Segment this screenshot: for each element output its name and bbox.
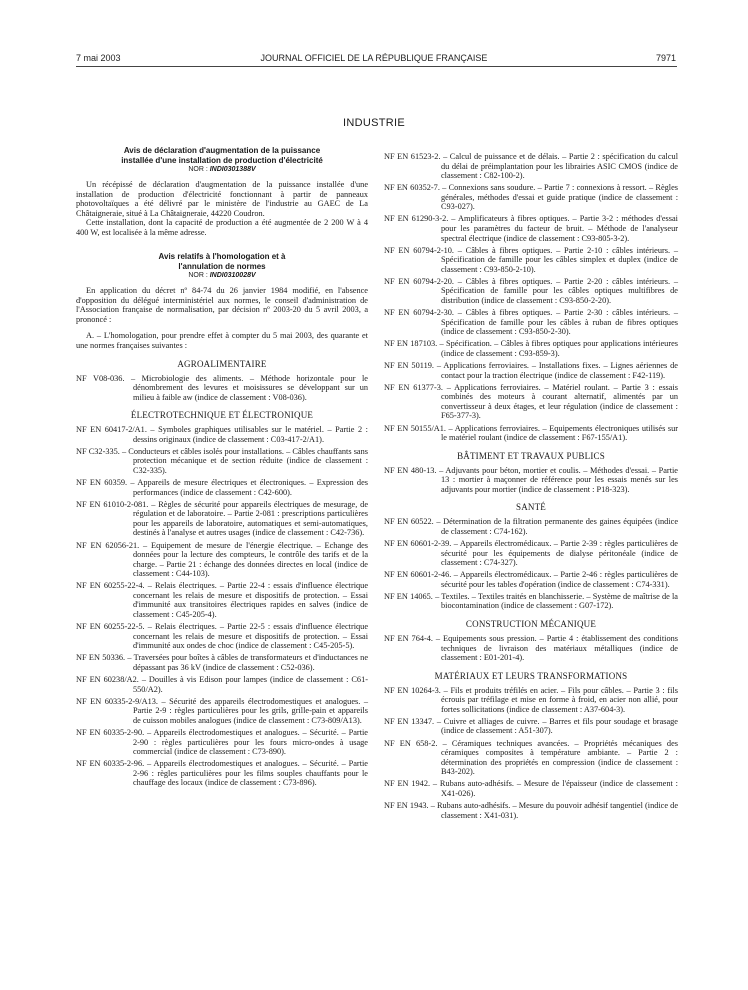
norm-entry: NF C32-335. – Conducteurs et câbles isolés pour installations. – Câbles chauffants sans protection mécanique et de section réduite (indice de classement : C32-335). <box>76 446 368 475</box>
notice-title: Avis relatifs à l'homologation et à l'annulation de normes <box>158 252 286 271</box>
right-categories <box>384 451 678 820</box>
norm-entry: NF EN 62056-21. – Equipement de mesure de l'énergie électrique. – Echange des données pour la lecture des compteurs, le contrôle des tarifs et de la charge. – Partie 21 : échange des données directes en local (indice de classement : C44-103). <box>76 540 368 579</box>
norm-entry: NF EN 50336. – Traversées pour boîtes à câbles de transformateurs et d'inductances ne dépassant pas 36 kV (indice de classement : C52-036). <box>76 653 368 672</box>
header-rule <box>76 66 677 67</box>
section-title: INDUSTRIE <box>343 117 405 129</box>
norm-entry: NF EN 60417-2/A1. – Symboles graphiques utilisables sur le matériel. – Partie 2 : dessins originaux (indice de classement : C03-417-2/A1). <box>76 425 368 444</box>
norm-entry: NF EN 60255-22-5. – Relais électriques. – Partie 22-5 : essais d'influence électrique concernant les relais de mesure et dispositifs de protection. – Essai d'immunité aux ondes de choc (indice de classement : C45-205-5). <box>76 622 368 651</box>
notice-paragraph: Cette installation, dont la capacité de production a été augmentée de 2 200 W à 4 400 W, est localisée à la même adresse. <box>76 218 368 237</box>
left-categories <box>76 359 368 788</box>
norm-entry: NF EN 60335-2-96. – Appareils électrodomestiques et analogues. – Sécurité. – Partie 2-96 : règles particulières pour les films souples chauffants pour le chauffage des locaux (indice de classement : C73-896). <box>76 759 368 788</box>
norm-entry: NF EN 187103. – Spécification. – Câbles à fibres optiques pour applications intérieures (indice de classement : C93-859-3). <box>384 339 678 358</box>
norm-entry: NF EN 60794-2-30. – Câbles à fibres optiques. – Partie 2-30 : câbles intérieurs. – Spécification de famille pour les câbles à ruban de fibres optiques (indice de classement : C93-850-2-30). <box>384 308 678 337</box>
header-date: 7 mai 2003 <box>76 53 121 63</box>
right-top-entries <box>384 152 678 443</box>
norm-entry: NF EN 14065. – Textiles. – Textiles traités en blanchisserie. – Système de maîtrise de la biocontamination (indice de classement : G07-172). <box>384 591 678 611</box>
norm-entry: NF EN 60794-2-10. – Câbles à fibres optiques. – Partie 2-10 : câbles intérieurs. – Spécification de famille pour les câbles simplex et duplex (indice de classement : C93-850-2-10). <box>384 245 678 274</box>
left-column <box>76 146 368 790</box>
norm-entry: NF EN 60335-2-90. – Appareils électrodomestiques et analogues. – Sécurité. – Partie 2-90 : règles particulières pour les fours micro-ondes à usage commercial (indice de classement : C73-890). <box>76 728 368 757</box>
norm-entry: NF EN 60359. – Appareils de mesure électriques et électroniques. – Expression des performances (indice de classement : C42-600). <box>76 478 368 497</box>
norm-entry: NF EN 13347. – Cuivre et alliages de cuivre. – Barres et fils pour soudage et brasage (indice de classement : A51-307). <box>384 716 678 736</box>
norm-entry: NF EN 1943. – Rubans auto-adhésifs. – Mesure du pouvoir adhésif tangentiel (indice de classement : X41-031). <box>384 801 678 820</box>
norm-entry: NF EN 61010-2-081. – Règles de sécurité pour appareils électriques de mesurage, de régulation et de laboratoire. – Partie 2-081 : prescriptions particulières pour les appareils de laboratoire, automatiques et semi-automatiques, destinés à l'analyse et autres usages (indice de classement : C42-736). <box>76 499 368 538</box>
norm-entry: NF EN 61290-3-2. – Amplificateurs à fibres optiques. – Partie 3-2 : méthodes d'essai pour les paramètres du facteur de bruit. – Méthode de l'analyseur spectral électrique (indice de classement : C93-805-3-2). <box>384 214 678 243</box>
norm-entry: NF EN 61523-2. – Calcul de puissance et de délais. – Partie 2 : spécification du calcul du délai de préimplantation pour les librairies ASIC CMOS (indice de classement : C82-100-2). <box>384 152 678 181</box>
norm-entry: NF EN 480-13. – Adjuvants pour béton, mortier et coulis. – Méthodes d'essai. – Partie 13 : mortier à maçonner de référence pour les essais menés sur les adjuvants pour mortier (indice de classement : P18-323). <box>384 465 678 494</box>
norm-entry: NF EN 50155/A1. – Applications ferroviaires. – Equipements électroniques utilisés sur le matériel roulant (indice de classement : F67-155/A1). <box>384 423 678 443</box>
norm-entry: NF EN 61377-3. – Applications ferroviaires. – Matériel roulant. – Partie 3 : essais combinés des moteurs à courant alternatif, alimentés par un convertisseur à deux étages, et leur régulation (indice de classement : F65-377-3). <box>384 382 678 421</box>
norm-entry: NF EN 60238/A2. – Douilles à vis Edison pour lampes (indice de classement : C61-550/A2). <box>76 675 368 694</box>
category-heading: CONSTRUCTION MÉCANIQUE <box>465 619 597 629</box>
norm-entry: NF EN 658-2. – Céramiques techniques avancées. – Propriétés mécaniques des céramiques composites à température ambiante. – Partie 2 : détermination des propriétés en compression (indice de classement : B43-202). <box>384 738 678 777</box>
right-column <box>384 152 678 823</box>
nor-reference: NOR : INDI0301388V <box>188 166 256 173</box>
category-heading: ÉLECTROTECHNIQUE ET ÉLECTRONIQUE <box>130 410 314 421</box>
journal-title: JOURNAL OFFICIEL DE LA RÉPUBLIQUE FRANÇAISE <box>260 53 488 63</box>
notice-clause: A. – L'homologation, pour prendre effet à compter du 5 mai 2003, des quarante et une normes françaises suivantes : <box>76 331 368 351</box>
category-heading: MATÉRIAUX ET LEURS TRANSFORMATIONS <box>434 670 628 681</box>
category-heading: SANTÉ <box>516 502 546 513</box>
norm-entry: NF EN 1942. – Rubans auto-adhésifs. – Mesure de l'épaisseur (indice de classement : X41-026). <box>384 779 678 798</box>
norm-entry: NF EN 10264-3. – Fils et produits tréfilés en acier. – Fils pour câbles. – Partie 3 : fils écrouis par tréfilage et mise en forme à froid, en acier non allié, pour fortes sollicitations (indice de classement : A37-604-3). <box>384 685 678 714</box>
norm-entry: NF EN 60335-2-9/A13. – Sécurité des appareils électrodomestiques et analogues. – Partie 2-9 : règles particulières pour les grils, grille-pain et appareils de cuisson mobiles analogues (indice de classement : C73-809/A13). <box>76 696 368 725</box>
norm-entry: NF EN 60794-2-20. – Câbles à fibres optiques. – Partie 2-20 : câbles intérieurs. – Spécification de famille pour les câbles optiques multifibres de distribution (indice de classement : C93-850-2-20). <box>384 276 678 306</box>
notice-title: Avis de déclaration d'augmentation de la puissance installée d'une installation de production d'électricité <box>121 146 323 165</box>
norm-entry: NF V08-036. – Microbiologie des aliments. – Méthode horizontale pour le dénombrement des levures et moisissures se développant sur un milieu à faible aw (indice de classement : V08-036). <box>76 373 368 402</box>
norm-entry: NF EN 60601-2-39. – Appareils électromédicaux. – Partie 2-39 : règles particulières de sécurité pour les équipements de dialyse péritonéale (indice de classement : C74-327). <box>384 538 678 568</box>
category-heading: BÂTIMENT ET TRAVAUX PUBLICS <box>457 450 605 461</box>
notice-paragraph: Un récépissé de déclaration d'augmentation de la puissance installée d'une installation de production d'électricité fonctionnant à partir de panneaux photovoltaïques a été délivré par le ministère de l'industrie au GAEC de La Châtaigneraie, situé à La Châtaigneraie, 44220 Coudron. <box>76 180 368 218</box>
nor-reference: NOR : INDI0310028V <box>188 272 256 280</box>
norm-entry: NF EN 50119. – Applications ferroviaires. – Installations fixes. – Lignes aériennes de contact pour la traction électrique (indice de classement : F42-119). <box>384 361 678 380</box>
norm-entry: NF EN 60255-22-4. – Relais électriques. – Partie 22-4 : essais d'influence électrique concernant les relais de mesure et dispositifs de protection. – Essai d'immunité aux transitoires électriques rapides en salves (indice de classement : C45-205-4). <box>76 581 368 620</box>
norm-entry: NF EN 60352-7. – Connexions sans soudure. – Partie 7 : connexions à ressort. – Règles générales, méthodes d'essai et guide pratique (indice de classement : C93-027). <box>384 183 678 212</box>
page-number: 7971 <box>655 53 676 63</box>
notice-intro: En application du décret nº 84-74 du 26 janvier 1984 modifié, en l'absence d'opposition du délégué interministériel aux normes, le conseil d'administration de l'Association française de normalisation, par décision nº 2003-20 du 5 avril 2003, a prononcé : <box>76 286 368 324</box>
norm-entry: NF EN 60601-2-46. – Appareils électromédicaux. – Partie 2-46 : règles particulières de sécurité pour les tables d'opération (indice de classement : C74-331). <box>384 570 678 589</box>
norm-entry: NF EN 60522. – Détermination de la filtration permanente des gaines équipées (indice de classement : C74-162). <box>384 517 678 536</box>
category-heading: AGROALIMENTAIRE <box>177 358 267 369</box>
norm-entry: NF EN 764-4. – Equipements sous pression. – Partie 4 : établissement des conditions techniques de livraison des matériaux métalliques (indice de classement : E01-201-4). <box>384 634 678 663</box>
